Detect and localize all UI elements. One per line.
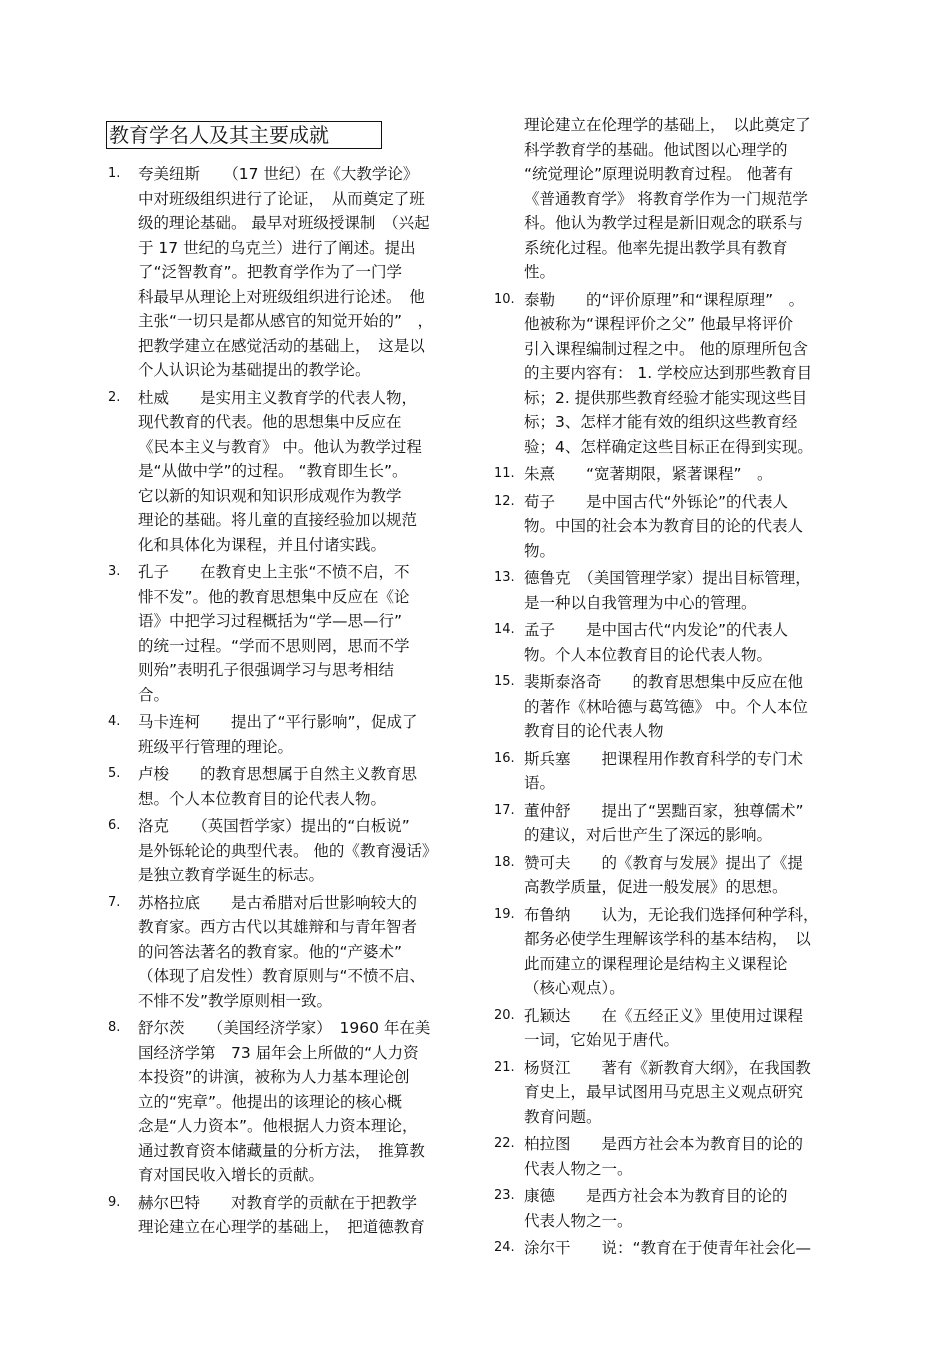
list-item [108,386,463,558]
item-text-line: 则殆”表明孔子很强调学习与思考相结 [138,661,395,679]
list-item [494,747,850,796]
item-text-line: “统觉理论”原理说明教育过程。 他著有 [524,165,793,183]
list-item [108,891,463,1014]
item-text-line: 都务必使学生理解该学科的基本结构， 以 [524,930,811,948]
item-number: 15. [494,674,515,689]
item-text-line: 主张“一切只是都从感官的知觉开始的” ， [138,312,434,330]
list-item [494,1132,850,1181]
item-text-line: 董仲舒 提出了“罢黜百家，独尊儒术” [524,801,804,820]
item-text-line: 夸美纽斯 （17 世纪）在《大教学论》 [138,165,419,183]
page-title: 教育学名人及其主要成就 [106,121,382,149]
item-text-line: 科学教育学的基础。他试图以心理学的 [524,140,788,159]
item-text-line: 杜威 是实用主义教育学的代表人物， [138,388,418,407]
list-item [494,799,850,848]
item-text-line: 是“从做中学”的过程。 “教育即生长”。 [138,462,408,480]
item-text-line: 把教学建立在感觉活动的基础上， 这是以 [138,336,425,355]
list-item [108,560,463,707]
list-item [494,903,850,1001]
item-text-line: 标；3、怎样才能有效的组织这些教育经 [524,413,798,431]
item-number: 22. [494,1136,515,1151]
item-text-line: 杨贤江 著有《新教育大纲》，在我国教 [524,1058,811,1077]
item-text-line: 引入课程编制过程之中。 他的原理所包含 [524,339,808,358]
list-item [494,490,850,564]
item-text-line: 通过教育资本储藏量的分析方法， 推算教 [138,1141,425,1160]
item-9-continuation [494,113,850,285]
item-number: 3. [108,564,121,579]
list-item [494,851,850,900]
item-text-line: 布鲁纳 认为，无论我们选择何种学科， [524,905,819,924]
item-text-line: 是外铄轮论的典型代表。 他的《教育漫话》 [138,841,438,860]
item-text-line: 系统化过程。他率先提出教学具有教育 [524,238,788,257]
item-text-line: 泰勒 的“评价原理”和“课程原理” 。 [524,290,805,309]
item-text-line: 于 17 世纪的乌克兰）进行了阐述。提出 [138,238,416,257]
item-text-line: 代表人物之一。 [524,1211,633,1230]
item-text-line: 一词，它始见于唐代。 [524,1031,680,1049]
item-text-line: 它以新的知识观和知识形成观作为教学 [138,486,402,505]
item-number: 10. [494,291,515,307]
item-number: 24. [494,1240,515,1255]
item-text-line: 他被称为“课程评价之父” 他最早将评价 [524,315,793,333]
item-number: 13. [494,570,515,585]
item-text-line: （核心观点）。 [524,979,625,997]
item-text-line: 化和具体化为课程，并且付诸实践。 [138,535,387,554]
item-text-line: 育史上，最早试图用马克思主义观点研究 [524,1083,804,1101]
item-text-line: 柏拉图 是西方社会本为教育目的论的 [524,1135,804,1153]
item-text-line: 的著作《林哈德与葛笃德》 中。个人本位 [524,697,808,716]
list-item [494,1056,850,1130]
item-text-line: 教育目的论代表人物 [524,722,664,740]
item-text-line: 洛克 （英国哲学家）提出的“白板说” [138,817,410,835]
list-item [108,762,463,811]
right-column [494,113,850,1264]
item-number: 4. [108,714,121,729]
item-number: 9. [108,1194,121,1210]
item-text-line: 马卡连柯 提出了“平行影响”，促成了 [138,713,418,731]
item-text-line: 合。 [138,685,170,704]
item-text-line: 孟子 是中国古代“内发论”的代表人 [524,621,789,639]
list-item [494,288,850,460]
item-text-line: 现代教育的代表。他的思想集中反应在 [138,413,402,431]
item-text-line: 德鲁克 （美国管理学家）提出目标管理， [524,569,811,587]
item-text-line: 语。 [524,774,556,792]
item-text-line: 代表人物之一。 [524,1159,633,1178]
list-item [494,462,850,487]
item-text-line: 理论的基础。将儿童的直接经验加以规范 [138,511,418,529]
item-number: 2. [108,389,121,405]
list-item [494,566,850,615]
item-text-line: 理论建立在心理学的基础上， 把道德教育 [138,1218,425,1236]
item-text-line: 荀子 是中国古代“外铄论”的代表人 [524,492,789,511]
list-item [494,1236,850,1261]
item-number: 19. [494,906,515,922]
list-item [108,1016,463,1188]
item-text-line: 的主要内容有： 1. 学校应达到那些教育目 [524,364,813,382]
list-item [494,1004,850,1053]
item-number: 21. [494,1059,515,1075]
item-text-line: 悱不发”。他的教育思想集中反应在《论 [138,587,410,606]
item-text-line: 念是“人力资本”。他根据人力资本理论， [138,1117,418,1135]
item-text-line: 舒尔茨 （美国经济学家） 1960 年在美 [138,1019,431,1037]
right-column-items [494,288,850,1261]
item-text-line: 国经济学第 73 届年会上所做的“人力资 [138,1043,419,1062]
item-text-line: 的统一过程。“学而不思则罔，思而不学 [138,636,410,655]
item-text-line: 赫尔巴特 对教育学的贡献在于把教学 [138,1193,418,1212]
item-text-line: 立的“宪章”。他提出的该理论的核心概 [138,1092,403,1111]
item-text-line: 《民本主义与教育》 中。他认为教学过程 [138,437,422,456]
item-text-line: 康德 是西方社会本为教育目的论的 [524,1187,788,1205]
item-text-line: 孔颖达 在《五经正义》里使用过课程 [524,1006,804,1025]
item-text-line: 标；2. 提供那些教育经验才能实现这些目 [524,388,808,407]
item-text-line: 语》中把学习过程概括为“学—思—行” [138,612,403,630]
list-item [108,710,463,759]
item-text-line: 中对班级组织进行了论证， 从而奠定了班 [138,189,425,208]
item-text-line: 朱熹 “宽著期限，紧著课程” 。 [524,465,773,483]
item-text-line: 高教学质量，促进一般发展》的思想。 [524,878,788,896]
item-number: 12. [494,493,515,509]
item-number: 20. [494,1007,515,1023]
item-number: 23. [494,1188,515,1203]
item-text-line: 的问答法著名的教育家。他的“产婆术” [138,942,403,961]
item-text-line: 育对国民收入增长的贡献。 [138,1166,325,1184]
item-text-line: 物。个人本位教育目的论代表人物。 [524,645,773,664]
item-text-line: 级的理论基础。 最早对班级授课制 （兴起 [138,214,430,232]
item-text-line: 了“泛智教育”。把教育学作为了一门学 [138,263,403,281]
left-column [108,162,463,1243]
item-text-line: 班级平行管理的理论。 [138,737,294,756]
item-text-line: 是独立教育学诞生的标志。 [138,866,325,884]
item-text-line: 物。中国的社会本为教育目的论的代表人 [524,517,804,535]
item-text-line: 科。他认为教学过程是新旧观念的联系与 [524,214,804,232]
list-item [108,1191,463,1240]
list-item [108,162,463,383]
item-number: 6. [108,818,121,833]
item-text-line: 理论建立在伦理学的基础上， 以此奠定了 [524,116,811,134]
item-number: 16. [494,750,515,766]
item-text-line: 本投资”的讲演，被称为人力基本理论创 [138,1068,410,1086]
item-text-line: 科最早从理论上对班级组织进行论述。 他 [138,287,425,306]
item-number: 1. [108,166,121,181]
item-number: 8. [108,1020,121,1035]
item-text-line: 性。 [524,263,556,281]
item-text-line: 验；4、怎样确定这些目标正在得到实现。 [524,437,813,456]
item-text-line: 《普通教育学》 将教育学作为一门规范学 [524,189,808,208]
item-text-line: 不悱不发”教学原则相一致。 [138,991,333,1010]
item-text-line: 赞可夫 的《教育与发展》提出了《提 [524,853,804,872]
item-text-line: 的建议，对后世产生了深远的影响。 [524,826,773,844]
list-item [108,814,463,888]
item-text-line: 裴斯泰洛奇 的教育思想集中反应在他 [524,673,804,691]
item-number: 17. [494,802,515,818]
list-item [494,670,850,744]
item-text-line: 此而建立的课程理论是结构主义课程论 [524,954,788,973]
item-text-line: 是一种以自我管理为中心的管理。 [524,593,757,612]
item-text-line: 斯兵塞 把课程用作教育科学的专门术 [524,749,804,768]
item-text-line: 教育问题。 [524,1107,602,1126]
item-text-line: 卢梭 的教育思想属于自然主义教育思 [138,765,418,783]
item-text-line: 教育家。西方古代以其雄辩和与青年智者 [138,918,418,936]
item-number: 11. [494,466,515,481]
item-text-line: 物。 [524,541,556,560]
item-text-line: （体现了启发性）教育原则与“不愤不启、 [138,967,426,985]
item-number: 7. [108,894,121,910]
item-text-line: 孔子 在教育史上主张“不愤不启，不 [138,563,410,581]
item-text-line: 苏格拉底 是古希腊对后世影响较大的 [138,893,418,912]
list-item [494,618,850,667]
item-number: 5. [108,766,121,781]
item-text-line: 个人认识论为基础提出的教学论。 [138,361,371,379]
item-text-line: 涂尔干 说：“教育在于使青年社会化— [524,1239,812,1257]
list-item [494,1184,850,1233]
item-number: 14. [494,622,515,637]
item-text-line: 想。个人本位教育目的论代表人物。 [138,789,387,808]
item-number: 18. [494,854,515,870]
